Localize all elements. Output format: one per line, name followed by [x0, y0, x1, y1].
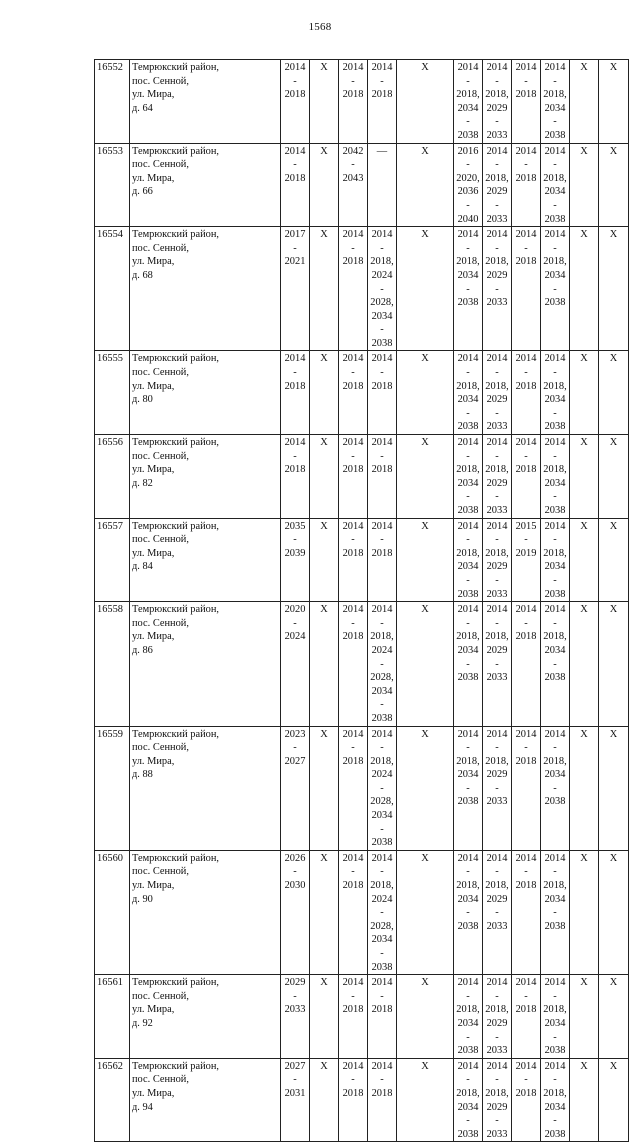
work-period-1-cell: 2014- 2018: [281, 351, 310, 435]
work-period-1-cell: 2029- 2033: [281, 975, 310, 1059]
work-period-2-cell: X: [310, 850, 339, 974]
work-period-4-cell: 2014- 2018: [368, 60, 397, 144]
work-period-2-cell: X: [310, 726, 339, 850]
work-period-9-cell: 2014- 2018, 2034- 2038: [541, 227, 570, 351]
work-period-3-cell: 2014- 2018: [339, 227, 368, 351]
work-period-8-cell: 2014- 2018: [512, 227, 541, 351]
work-period-11-cell: X: [599, 143, 629, 227]
work-period-4-cell: 2014- 2018: [368, 351, 397, 435]
work-period-8-cell: 2014- 2018: [512, 726, 541, 850]
table-row: [95, 1058, 629, 1142]
building-address: Темрюкский район, пос. Сенной, ул. Мира, д. 86: [130, 602, 281, 726]
work-period-8-cell: 2015- 2019: [512, 518, 541, 602]
work-period-9-cell: 2014- 2018, 2034- 2038: [541, 143, 570, 227]
registry-table: [94, 59, 629, 1142]
work-period-4-cell: 2014- 2018: [368, 1058, 397, 1142]
work-period-5-cell: X: [397, 975, 454, 1059]
table-row: [95, 975, 629, 1059]
building-address: Темрюкский район, пос. Сенной, ул. Мира, д. 90: [130, 850, 281, 974]
registry-number: 16552: [95, 60, 130, 144]
work-period-4-cell: 2014- 2018, 2024- 2028, 2034- 2038: [368, 850, 397, 974]
work-period-5-cell: X: [397, 850, 454, 974]
registry-table-body: [95, 60, 629, 1142]
work-period-7-cell: 2014- 2018, 2029- 2033: [483, 975, 512, 1059]
building-address: Темрюкский район, пос. Сенной, ул. Мира, д. 94: [130, 1058, 281, 1142]
work-period-7-cell: 2014- 2018, 2029- 2033: [483, 60, 512, 144]
work-period-2-cell: X: [310, 1058, 339, 1142]
registry-number: 16559: [95, 726, 130, 850]
work-period-9-cell: 2014- 2018, 2034- 2038: [541, 850, 570, 974]
work-period-9-cell: 2014- 2018, 2034- 2038: [541, 351, 570, 435]
work-period-10-cell: X: [570, 518, 599, 602]
registry-number: 16560: [95, 850, 130, 974]
work-period-8-cell: 2014- 2018: [512, 602, 541, 726]
work-period-3-cell: 2014- 2018: [339, 518, 368, 602]
work-period-4-cell: 2014- 2018, 2024- 2028, 2034- 2038: [368, 602, 397, 726]
work-period-7-cell: 2014- 2018, 2029- 2033: [483, 435, 512, 519]
building-address: Темрюкский район, пос. Сенной, ул. Мира, д. 66: [130, 143, 281, 227]
building-address: Темрюкский район, пос. Сенной, ул. Мира, д. 80: [130, 351, 281, 435]
work-period-7-cell: 2014- 2018, 2029- 2033: [483, 143, 512, 227]
work-period-11-cell: X: [599, 850, 629, 974]
work-period-8-cell: 2014- 2018: [512, 850, 541, 974]
work-period-8-cell: 2014- 2018: [512, 1058, 541, 1142]
work-period-4-cell: —: [368, 143, 397, 227]
work-period-5-cell: X: [397, 726, 454, 850]
work-period-1-cell: 2020- 2024: [281, 602, 310, 726]
table-row: [95, 602, 629, 726]
registry-number: 16558: [95, 602, 130, 726]
work-period-1-cell: 2014- 2018: [281, 60, 310, 144]
work-period-8-cell: 2014- 2018: [512, 975, 541, 1059]
page-number: 1568: [308, 21, 332, 33]
work-period-3-cell: 2014- 2018: [339, 850, 368, 974]
work-period-10-cell: X: [570, 975, 599, 1059]
work-period-6-cell: 2014- 2018, 2034- 2038: [454, 518, 483, 602]
work-period-3-cell: 2014- 2018: [339, 435, 368, 519]
work-period-9-cell: 2014- 2018, 2034- 2038: [541, 435, 570, 519]
work-period-2-cell: X: [310, 975, 339, 1059]
work-period-7-cell: 2014- 2018, 2029- 2033: [483, 602, 512, 726]
work-period-7-cell: 2014- 2018, 2029- 2033: [483, 518, 512, 602]
work-period-1-cell: 2014- 2018: [281, 435, 310, 519]
work-period-11-cell: X: [599, 60, 629, 144]
work-period-11-cell: X: [599, 726, 629, 850]
work-period-5-cell: X: [397, 351, 454, 435]
work-period-2-cell: X: [310, 602, 339, 726]
work-period-10-cell: X: [570, 435, 599, 519]
building-address: Темрюкский район, пос. Сенной, ул. Мира, д. 64: [130, 60, 281, 144]
work-period-11-cell: X: [599, 351, 629, 435]
work-period-5-cell: X: [397, 518, 454, 602]
table-row: [95, 351, 629, 435]
table-row: [95, 850, 629, 974]
table-row: [95, 143, 629, 227]
work-period-4-cell: 2014- 2018, 2024- 2028, 2034- 2038: [368, 726, 397, 850]
work-period-9-cell: 2014- 2018, 2034- 2038: [541, 975, 570, 1059]
work-period-5-cell: X: [397, 143, 454, 227]
work-period-9-cell: 2014- 2018, 2034- 2038: [541, 602, 570, 726]
work-period-3-cell: 2014- 2018: [339, 602, 368, 726]
work-period-1-cell: 2014- 2018: [281, 143, 310, 227]
registry-number: 16556: [95, 435, 130, 519]
work-period-2-cell: X: [310, 435, 339, 519]
work-period-1-cell: 2017- 2021: [281, 227, 310, 351]
work-period-4-cell: 2014- 2018: [368, 435, 397, 519]
work-period-4-cell: 2014- 2018: [368, 518, 397, 602]
work-period-5-cell: X: [397, 60, 454, 144]
work-period-7-cell: 2014- 2018, 2029- 2033: [483, 726, 512, 850]
work-period-8-cell: 2014- 2018: [512, 60, 541, 144]
table-row: [95, 227, 629, 351]
work-period-7-cell: 2014- 2018, 2029- 2033: [483, 1058, 512, 1142]
work-period-3-cell: 2014- 2018: [339, 351, 368, 435]
work-period-7-cell: 2014- 2018, 2029- 2033: [483, 227, 512, 351]
work-period-5-cell: X: [397, 602, 454, 726]
building-address: Темрюкский район, пос. Сенной, ул. Мира, д. 82: [130, 435, 281, 519]
work-period-1-cell: 2026- 2030: [281, 850, 310, 974]
work-period-6-cell: 2014- 2018, 2034- 2038: [454, 351, 483, 435]
registry-number: 16561: [95, 975, 130, 1059]
work-period-6-cell: 2014- 2018, 2034- 2038: [454, 850, 483, 974]
work-period-3-cell: 2042- 2043: [339, 143, 368, 227]
building-address: Темрюкский район, пос. Сенной, ул. Мира, д. 88: [130, 726, 281, 850]
work-period-11-cell: X: [599, 435, 629, 519]
table-row: [95, 726, 629, 850]
work-period-11-cell: X: [599, 975, 629, 1059]
work-period-10-cell: X: [570, 143, 599, 227]
building-address: Темрюкский район, пос. Сенной, ул. Мира, д. 68: [130, 227, 281, 351]
work-period-6-cell: 2014- 2018, 2034- 2038: [454, 227, 483, 351]
work-period-10-cell: X: [570, 602, 599, 726]
work-period-10-cell: X: [570, 60, 599, 144]
work-period-4-cell: 2014- 2018, 2024- 2028, 2034- 2038: [368, 227, 397, 351]
work-period-10-cell: X: [570, 227, 599, 351]
work-period-9-cell: 2014- 2018, 2034- 2038: [541, 60, 570, 144]
work-period-5-cell: X: [397, 435, 454, 519]
work-period-3-cell: 2014- 2018: [339, 975, 368, 1059]
table-row: [95, 60, 629, 144]
building-address: Темрюкский район, пос. Сенной, ул. Мира, д. 84: [130, 518, 281, 602]
work-period-8-cell: 2014- 2018: [512, 143, 541, 227]
work-period-11-cell: X: [599, 1058, 629, 1142]
work-period-8-cell: 2014- 2018: [512, 435, 541, 519]
work-period-6-cell: 2016- 2020, 2036- 2040: [454, 143, 483, 227]
table-row: [95, 518, 629, 602]
work-period-3-cell: 2014- 2018: [339, 1058, 368, 1142]
work-period-10-cell: X: [570, 850, 599, 974]
work-period-5-cell: X: [397, 227, 454, 351]
work-period-10-cell: X: [570, 726, 599, 850]
registry-number: 16562: [95, 1058, 130, 1142]
work-period-1-cell: 2023- 2027: [281, 726, 310, 850]
work-period-9-cell: 2014- 2018, 2034- 2038: [541, 1058, 570, 1142]
work-period-4-cell: 2014- 2018: [368, 975, 397, 1059]
work-period-6-cell: 2014- 2018, 2034- 2038: [454, 602, 483, 726]
work-period-1-cell: 2027- 2031: [281, 1058, 310, 1142]
work-period-6-cell: 2014- 2018, 2034- 2038: [454, 1058, 483, 1142]
work-period-3-cell: 2014- 2018: [339, 60, 368, 144]
work-period-2-cell: X: [310, 60, 339, 144]
registry-number: 16557: [95, 518, 130, 602]
building-address: Темрюкский район, пос. Сенной, ул. Мира, д. 92: [130, 975, 281, 1059]
registry-number: 16555: [95, 351, 130, 435]
work-period-2-cell: X: [310, 143, 339, 227]
work-period-3-cell: 2014- 2018: [339, 726, 368, 850]
work-period-9-cell: 2014- 2018, 2034- 2038: [541, 726, 570, 850]
work-period-10-cell: X: [570, 351, 599, 435]
work-period-9-cell: 2014- 2018, 2034- 2038: [541, 518, 570, 602]
work-period-11-cell: X: [599, 227, 629, 351]
work-period-8-cell: 2014- 2018: [512, 351, 541, 435]
work-period-2-cell: X: [310, 351, 339, 435]
work-period-2-cell: X: [310, 227, 339, 351]
work-period-11-cell: X: [599, 518, 629, 602]
registry-number: 16553: [95, 143, 130, 227]
registry-number: 16554: [95, 227, 130, 351]
work-period-6-cell: 2014- 2018, 2034- 2038: [454, 726, 483, 850]
work-period-11-cell: X: [599, 602, 629, 726]
work-period-10-cell: X: [570, 1058, 599, 1142]
work-period-6-cell: 2014- 2018, 2034- 2038: [454, 60, 483, 144]
work-period-1-cell: 2035- 2039: [281, 518, 310, 602]
work-period-7-cell: 2014- 2018, 2029- 2033: [483, 850, 512, 974]
work-period-6-cell: 2014- 2018, 2034- 2038: [454, 435, 483, 519]
work-period-2-cell: X: [310, 518, 339, 602]
work-period-7-cell: 2014- 2018, 2029- 2033: [483, 351, 512, 435]
work-period-5-cell: X: [397, 1058, 454, 1142]
work-period-6-cell: 2014- 2018, 2034- 2038: [454, 975, 483, 1059]
table-row: [95, 435, 629, 519]
